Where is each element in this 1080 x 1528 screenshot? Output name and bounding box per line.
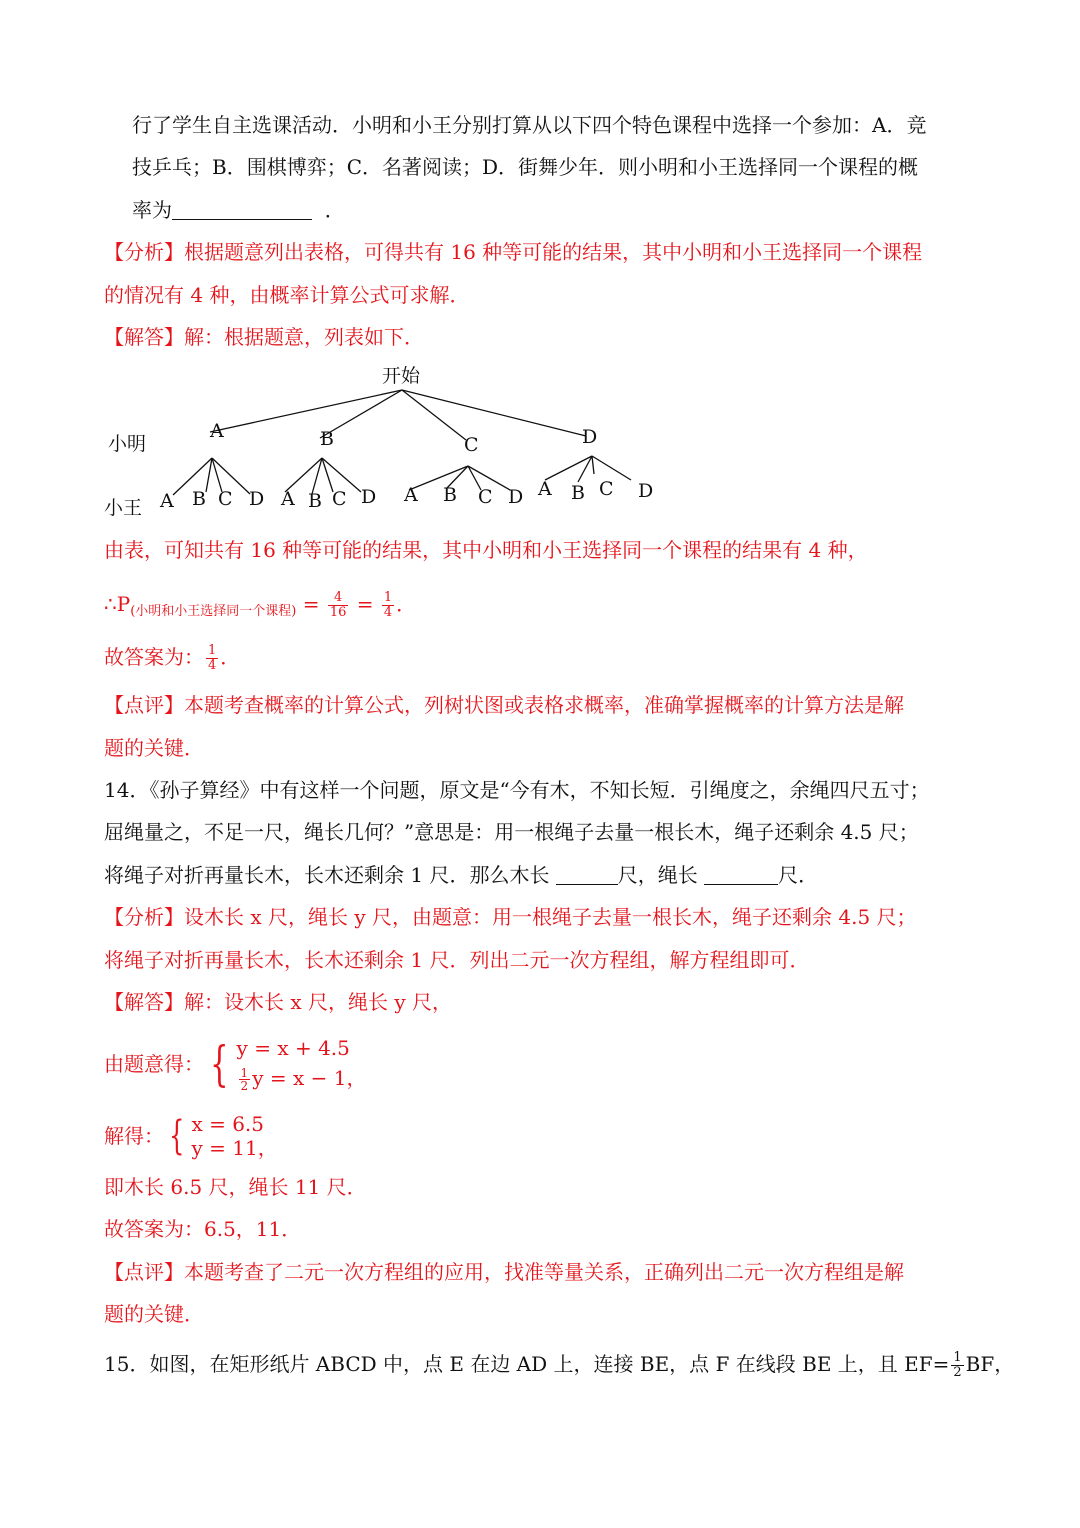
q13-line-3-suffix: ． <box>324 198 345 222</box>
q15-fraction <box>951 1351 963 1380</box>
tree-node-xiaowang-A-B: B <box>192 488 206 510</box>
tree-node-xiaoming-D: D <box>582 426 598 448</box>
tree-branch <box>592 456 631 480</box>
frac-num: 1 <box>208 643 217 658</box>
fraction-1-4 <box>382 591 394 620</box>
solution-2 <box>191 1136 277 1160</box>
comma: ， <box>346 1066 367 1090</box>
q13-line-3-prefix: 率为 <box>132 198 172 222</box>
frac-num: 4 <box>328 591 349 606</box>
event-subscript: (小明和小王选择同一个课程) <box>130 604 297 619</box>
q14-line-3c: 尺． <box>778 863 819 887</box>
solution-1: x = 6.5 <box>191 1112 265 1136</box>
comment-text: 本题考查概率的计算公式，列树状图或表格求概率，准确掌握概率的计算方法是解 <box>184 693 904 717</box>
equation-2-text: y = x − 1 <box>252 1066 347 1090</box>
tree-branch <box>592 456 594 474</box>
q14-line-3 <box>104 861 818 889</box>
solution-2-text: y = 11 <box>191 1136 258 1160</box>
frac-num: 1 <box>383 590 393 605</box>
q14-answer: 故答案为：6.5，11． <box>104 1217 302 1241</box>
frac-den: 2 <box>953 1365 962 1380</box>
q13-comment-2: 题的关键． <box>104 736 204 760</box>
tree-node-xiaowang-B-D: D <box>361 486 377 508</box>
equation-1: y = x + 4.5 <box>236 1036 350 1060</box>
equation-2 <box>237 1064 367 1094</box>
q14-line-3a: 将绳子对折再量长木，长木还剩余 1 尺．那么木长 <box>104 863 556 887</box>
answer-fraction <box>206 644 218 673</box>
q14-analysis-1 <box>104 903 917 931</box>
therefore-symbol: ∴P <box>104 592 131 616</box>
tree-node-xiaowang-D-C: C <box>599 478 614 500</box>
equation-prefix: 由题意得： <box>104 1052 204 1076</box>
tree-level1-label: 小明 <box>108 433 147 455</box>
q14-line-1: 14．《孙子算经》中有这样一个问题，原文是“今有木，不知长短．引绳度之，余绳四尺五寸； <box>104 778 930 802</box>
tree-branch <box>210 390 402 432</box>
q14-result: 即木长 6.5 尺，绳长 11 尺． <box>104 1175 367 1199</box>
answer-blank-wood[interactable] <box>556 864 618 885</box>
q15-line-1 <box>104 1350 1014 1380</box>
solution-prefix: 解得： <box>104 1124 164 1148</box>
solution-text: 解：设木长 x 尺，绳长 y 尺， <box>184 990 453 1014</box>
brace-icon: { <box>210 1036 229 1092</box>
frac-den: 4 <box>383 605 393 620</box>
solution-text: 解：根据题意，列表如下． <box>184 325 424 349</box>
tree-node-xiaowang-C-A: A <box>404 484 418 506</box>
q14-equation-system <box>104 1034 366 1094</box>
frac-den: 4 <box>208 658 217 673</box>
q14-comment-2: 题的关键． <box>104 1302 204 1326</box>
tree-node-xiaowang-C-B: B <box>443 484 457 506</box>
fraction-4-16 <box>328 591 349 620</box>
equation-lines <box>237 1034 367 1094</box>
tree-node-xiaowang-D-B: B <box>571 482 585 504</box>
tree-node-xiaowang-B-C: C <box>332 488 347 510</box>
q14-solution-1 <box>104 988 452 1016</box>
equals-sign: = <box>356 592 374 616</box>
answer-blank-rope[interactable] <box>704 864 778 885</box>
tree-node-xiaowang-A-D: D <box>249 488 265 510</box>
analysis-tag: 【分析】 <box>104 240 184 264</box>
tree-branch <box>402 390 586 436</box>
tree-node-xiaowang-A-A: A <box>160 490 174 512</box>
tree-root: 开始 <box>382 365 421 387</box>
q15-text-end: BF， <box>965 1352 1015 1376</box>
frac-den: 16 <box>329 605 347 620</box>
q14-line-3b: 尺，绳长 <box>617 863 705 887</box>
frac-num: 1 <box>953 1350 962 1365</box>
tree-node-xiaowang-A-C: C <box>218 488 233 510</box>
tree-level2-label: 小王 <box>104 497 143 519</box>
q15-text: 15．如图，在矩形纸片 ABCD 中，点 E 在边 AD 上，连接 BE，点 F 在线段 BE 上，且 EF= <box>104 1352 950 1376</box>
frac-num: 1 <box>240 1066 249 1080</box>
brace-icon: { <box>169 1113 185 1159</box>
q13-probability: $\therefore P_{(小明和小王选择同一个课程)}$ = $\frac{4}{16}$ = $\frac{1}{4}$ ． <box>104 590 417 620</box>
tree-node-xiaoming-C: C <box>464 434 479 456</box>
tree-node-xiaowang-C-D: D <box>508 486 524 508</box>
answer-prefix: 故答案为： <box>104 645 204 669</box>
q14-line-2: 屈绳量之，不足一尺，绳长几何？”意思是：用一根绳子去量一根长木，绳子还剩余 4.5 尺； <box>104 820 919 844</box>
q14-analysis-2: 将绳子对折再量长木，长木还剩余 1 尺．列出二元一次方程组，解方程组即可． <box>104 948 810 972</box>
q13-analysis-2: 的情况有 4 种，由概率计算公式可求解． <box>104 283 470 307</box>
q13-line-2: 技乒乓；B．围棋博弈；C．名著阅读；D．街舞少年．则小明和小王选择同一个课程的概 <box>132 155 919 179</box>
tree-branch <box>285 458 322 492</box>
tree-node-xiaowang-B-A: A <box>281 488 295 510</box>
tree-node-xiaowang-B-B: B <box>308 490 322 512</box>
equals-sign: = <box>302 592 320 616</box>
comment-tag: 【点评】 <box>104 693 184 717</box>
comment-tag: 【点评】 <box>104 1260 184 1284</box>
analysis-text: 根据题意列出表格，可得共有 16 种等可能的结果，其中小明和小王选择同一个课程 <box>184 240 923 264</box>
tree-node-xiaoming-B: B <box>320 428 334 450</box>
q13-comment-1 <box>104 691 904 719</box>
frac-den: 2 <box>240 1079 249 1093</box>
tree-node-xiaowang-C-C: C <box>478 486 493 508</box>
q13-result-1: 由表，可知共有 16 种等可能的结果，其中小明和小王选择同一个课程的结果有 4 种， <box>104 538 868 562</box>
analysis-tag: 【分析】 <box>104 905 184 929</box>
half-fraction <box>239 1067 251 1092</box>
q13-answer: 故答案为： $\frac{1}{4}$ ． <box>104 643 241 673</box>
analysis-text: 设木长 x 尺，绳长 y 尺，由题意：用一根绳子去量一根长木，绳子还剩余 4.5 尺； <box>184 905 917 929</box>
comma: ， <box>257 1136 278 1160</box>
solution-tag: 【解答】 <box>104 990 184 1014</box>
q14-solution-system <box>104 1112 278 1160</box>
q14-comment-1 <box>104 1258 904 1286</box>
solution-lines <box>191 1112 277 1160</box>
tree-node-xiaoming-A: A <box>210 420 224 442</box>
q13-line-1: 行了学生自主选课活动．小明和小王分别打算从以下四个特色课程中选择一个参加：A．竞 <box>132 113 927 137</box>
solution-tag: 【解答】 <box>104 325 184 349</box>
comment-text: 本题考查了二元一次方程组的应用，找准等量关系，正确列出二元一次方程组是解 <box>184 1260 904 1284</box>
tree-node-xiaowang-D-A: A <box>538 478 552 500</box>
tree-node-xiaowang-D-D: D <box>638 480 654 502</box>
